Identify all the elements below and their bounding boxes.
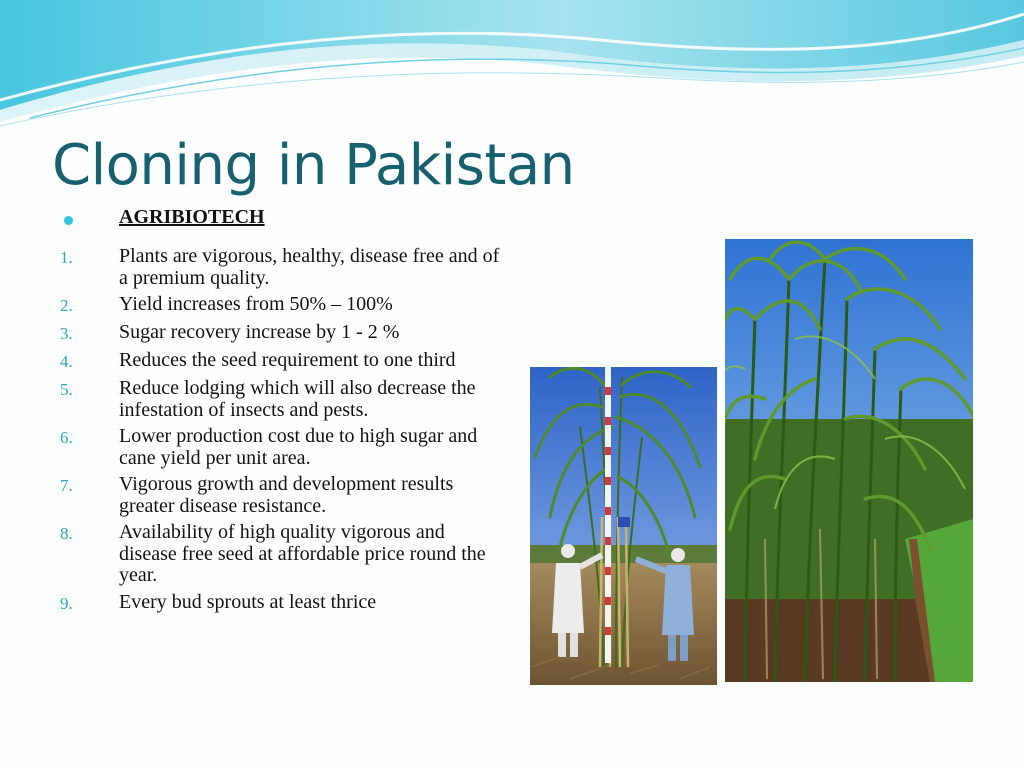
list-item-text: Sugar recovery increase by 1 - 2 %	[119, 321, 400, 343]
sugarcane-with-men-photo	[530, 367, 717, 685]
list-item-number: 1.	[60, 248, 73, 267]
list-item	[60, 426, 500, 469]
slide-title: Cloning in Pakistan	[52, 133, 575, 198]
list-item-number: 2.	[60, 296, 73, 315]
header-wave-decoration	[0, 0, 1024, 140]
list-item-number: 3.	[60, 324, 73, 343]
list-item	[60, 474, 500, 517]
list-item-text: Every bud sprouts at least thrice	[119, 590, 377, 613]
list-item-number: 8.	[60, 524, 73, 543]
list-item-text: Reduces the seed requirement to one third	[119, 349, 456, 371]
heading-bullet	[64, 206, 265, 228]
list-item-number: 9.	[60, 593, 73, 613]
list-item-text: Yield increases from 50% – 100%	[119, 293, 393, 315]
list-item	[60, 322, 500, 345]
list-item	[60, 522, 500, 587]
list-item-text: Lower production cost due to high sugar and cane yield per unit area.	[119, 425, 478, 469]
list-item	[60, 350, 500, 373]
list-item-number: 5.	[60, 380, 73, 399]
bullet-dot-icon	[64, 216, 73, 225]
list-item	[60, 294, 500, 317]
heading-bullet-text: AGRIBIOTECH	[119, 206, 265, 228]
list-item-number: 7.	[60, 476, 73, 495]
list-item-text: Reduce lodging which will also decrease the infestation of insects and pests.	[119, 377, 476, 421]
list-item-number: 4.	[60, 352, 73, 371]
numbered-list	[60, 246, 500, 620]
list-item	[60, 592, 500, 615]
list-item-number: 6.	[60, 428, 73, 447]
list-item-text: Vigorous growth and development results greater disease resistance.	[119, 473, 454, 517]
list-item-text: Plants are vigorous, healthy, disease free and of a premium quality.	[119, 245, 500, 289]
list-item-text: Availability of high quality vigorous and disease free seed at affordable price round the year.	[119, 521, 486, 586]
list-item	[60, 246, 500, 289]
list-item	[60, 378, 500, 421]
sugarcane-field-photo	[725, 239, 973, 682]
